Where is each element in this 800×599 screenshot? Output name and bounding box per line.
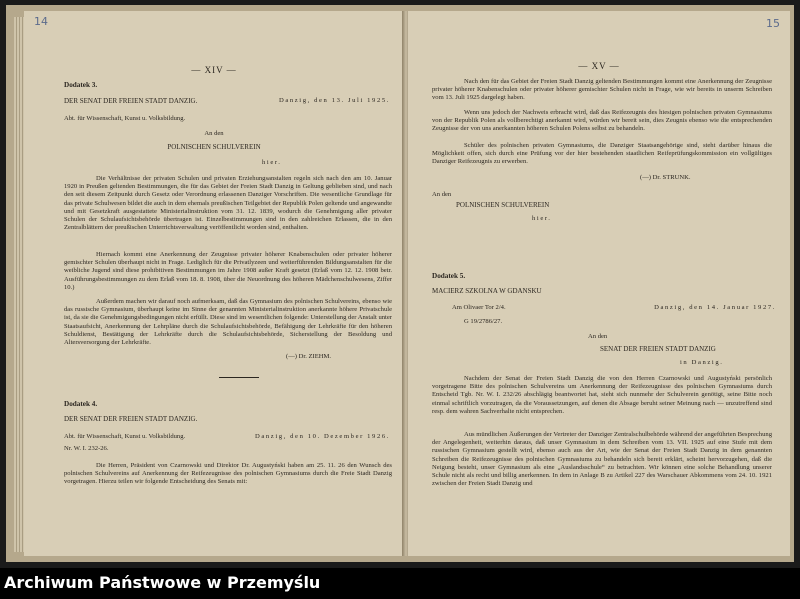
d4-paragraph-1: Die Herren, Präsident von Czarnowski und Direktor Dr. Augustyński haben am 25. 11. 26 den Wunsch des polnischen Schulvereins auf Anerkennung der Reifezeugnisse des polnischen Gymnasiums durch die Freie Stadt Danzig vorgetragen. Hierzu teilen wir folgende Entscheidung des Senats mit: (64, 462, 392, 486)
d5-sender: MACIERZ SZKOLNA W GDANSKU (432, 287, 542, 295)
archive-name: Archiwum Państwowe w Przemyślu (4, 573, 321, 592)
r-an-den: An den (432, 191, 452, 198)
section-divider (219, 377, 259, 378)
d3-an-den: An den (204, 130, 224, 137)
archive-page-mark-left: 14 (34, 15, 48, 28)
d3-paragraph-3: Außerdem machen wir darauf noch aufmerksam, daß das Gymnasium des polnischen Schulvereins, ebenso wie das russische Gymnasium, überhaupt keine im Sinne der genannten Ministerialinstruktion anerkannte höhere Privatschule ist, da sie die Genehmigungsbedingungen nicht erfüllt. Diese sind im wesentlichen folgende: Unterstellung der Anstalt unter Staatsaufsicht, Anerkennung der Lehrpläne durch die Schulaufsichtsbehörde, Befähigung der Lehrkräfte für den höheren Schuldienst, Bestätigung der Lehrkräfte durch die Schulaufsichtsbehörde, Sicherstellung der Besoldung und Altersversorgung der Lehrkräfte. (64, 298, 392, 347)
d4-number: Nr. W. I. 232-26. (64, 445, 109, 452)
d4-date: Danzig, den 10. Dezember 1926. (255, 433, 390, 440)
d3-signature: (—) Dr. ZIEHM. (286, 353, 332, 360)
d3-sender: DER SENAT DER FREIEN STADT DANZIG. (64, 97, 198, 105)
d5-paragraph-1: Nachdem der Senat der Freien Stadt Danzig die von den Herren Czarnowski und Augustyński persönlich vorgetragene Bitte des polnischen Schulvereins um Anerkennung der Reifezeugnisse des polnischen Gymnasiums durch Entscheid Tgb. Nr. W. I. 232/26 abschlägig beantwortet hat, sieht sich nunmehr der Schulverein genötigt, seine Bitte noch einmal schriftlich vorzutragen, da die Voraussetzungen, auf denen die Absage beruht seiner Meinung nach — unzutreffend sind resp. dem wahren Sachverhalte nicht entsprechen. (432, 375, 772, 415)
right-page (408, 11, 790, 556)
r-paragraph-1: Nach den für das Gebiet der Freien Stadt Danzig geltenden Bestimmungen kommt eine Anerkennung der Zeugnisse privater höherer Knabenschulen oder privater höherer gemischter Schulen nicht in Frage, wie wir bereits in unserm Schreiben vom 13. Juli 1925 dargelegt haben. (432, 78, 772, 102)
d4-department: Abt. für Wissenschaft, Kunst u. Volksbildung. (64, 433, 186, 440)
d3-hier: hier. (262, 159, 282, 166)
archive-footer-bar (0, 568, 800, 599)
d5-date: Danzig, den 14. Januar 1927. (654, 304, 776, 311)
dodatek-4-title: Dodatek 4. (64, 400, 98, 408)
d5-address: Am Olivaer Tor 2/4. (452, 304, 506, 311)
d3-department: Abt. für Wissenschaft, Kunst u. Volksbildung. (64, 115, 186, 122)
page-header-right: — XV — (578, 61, 620, 71)
d3-date: Danzig, den 13. Juli 1925. (278, 97, 390, 104)
d5-paragraph-2: Aus mündlichen Äußerungen der Vertreter der Danziger Zentralschulbehörde während der angeführten Besprechung der Angelegenheit, weiterhin daraus, daß unser Gymnasium in dem Schreiben vom 13. VII. 1925 auf eine Stufe mit dem russischen Gymnasium gestellt wird, ebenso auch aus der Art, wie der Senat der Freien Stadt Danzig in dem genannten Schreiben die Reifezeugnisse des polnischen Gymnasiums zu behandeln sich bereit erklärt, scheint hervorzugehen, daß die Neigung besteht, unser Gymnasium als eine „Auslandsschule“ zu betrachten. Wir können eine solche Behandlung unserer Schule nicht als recht und billig anerkennen. In dem in Anlage B zu Artikel 227 des Warschauer Abkommens vom 24. 10. 1921 zwischen der Freien Stadt Danzig und (432, 431, 772, 488)
open-book (6, 5, 794, 562)
d5-an-den: An den (588, 333, 608, 340)
left-page (24, 11, 405, 556)
d4-sender: DER SENAT DER FREIEN STADT DANZIG. (64, 415, 198, 423)
d3-recipient: POLNISCHEN SCHULVEREIN (167, 143, 261, 151)
d3-paragraph-1: Die Verhältnisse der privaten Schulen und privaten Erziehungsanstalten regeln sich nach den am 10. Januar 1920 in Preußen geltenden Bestimmungen, die für das Gebiet der Freien Stadt Danzig in Geltung geblieben sind, und nach den seit diesem Zeitpunkt durch Gesetz oder Verordnung erlassenen Danziger Vorschriften. Die wesentliche Grundlage für das private Schulwesen bildet die auch in dem ehemals preußischen Teilgebiet der Republik Polen geltende und angewandte und mit Gesetzkraft ausgestattete Ministerialinstruktion vom 31. 12. 1839, wodurch die Genehmigung aller privater Schulen der Schulaufsichtsbehörde übertragen ist. Einzelbestimmungen sind in den zahlreichen Erlassen, die in den Zentralblättern der preußischen Unterrichtsverwaltung veröffentlicht worden sind, enthalten. (64, 175, 392, 232)
dodatek-5-title: Dodatek 5. (432, 272, 466, 280)
r-paragraph-3: Schüler des polnischen privaten Gymnasiums, die Danziger Staatsangehörige sind, steht darüber hinaus die Möglichkeit offen, sich durch eine Prüfung vor der hier bestehenden staatlichen Reifeprüfungskommission ein vollgültiges Danziger Reifezeugnis zu erwerben. (432, 142, 772, 166)
d5-recipient: SENAT DER FREIEN STADT DANZIG (600, 345, 716, 353)
dodatek-3-title: Dodatek 3. (64, 81, 98, 89)
d5-in-danzig: in Danzig. (680, 359, 724, 366)
page-header-left: — XIV — (191, 65, 237, 75)
d5-reference: G 19/2786/27. (464, 318, 503, 325)
d3-paragraph-2: Hiernach kommt eine Anerkennung der Zeugnisse privater höherer Knabenschulen oder privater höherer gemischter Schulen überhaupt nicht in Frage. Lediglich für die Privatlyzeen und weiterführenden Bildungsanstalten für die weibliche Jugend sind diese prohibitiven Bestimmungen im Jahre 1908 außer Kraft gesetzt (Erlaß vom 12. 12. 1908 betr. Ausführungsbestimmungen zu dem Erlaß vom 18. 8. 1908, über die Neuordnung des höheren Mädchenschulwesens, Ziffer 10.) (64, 251, 392, 291)
r-hier: hier. (532, 215, 552, 222)
r-recipient: POLNISCHEN SCHULVEREIN (456, 201, 550, 209)
archive-page-mark-right: 15 (766, 17, 780, 30)
r-signature: (—) Dr. STRUNK. (640, 174, 691, 181)
r-paragraph-2: Wenn uns jedoch der Nachweis erbracht wird, daß das Reifezeugnis des hiesigen polnischen privaten Gymnasiums von der Republik Polen als vollberechtigt anerkannt wird, würden wir bereit sein, dies Zeugnis ebenso wie die entsprechenden Zeugnisse der von uns anerkannten höheren Schulen Polens selbst zu behandeln. (432, 109, 772, 133)
